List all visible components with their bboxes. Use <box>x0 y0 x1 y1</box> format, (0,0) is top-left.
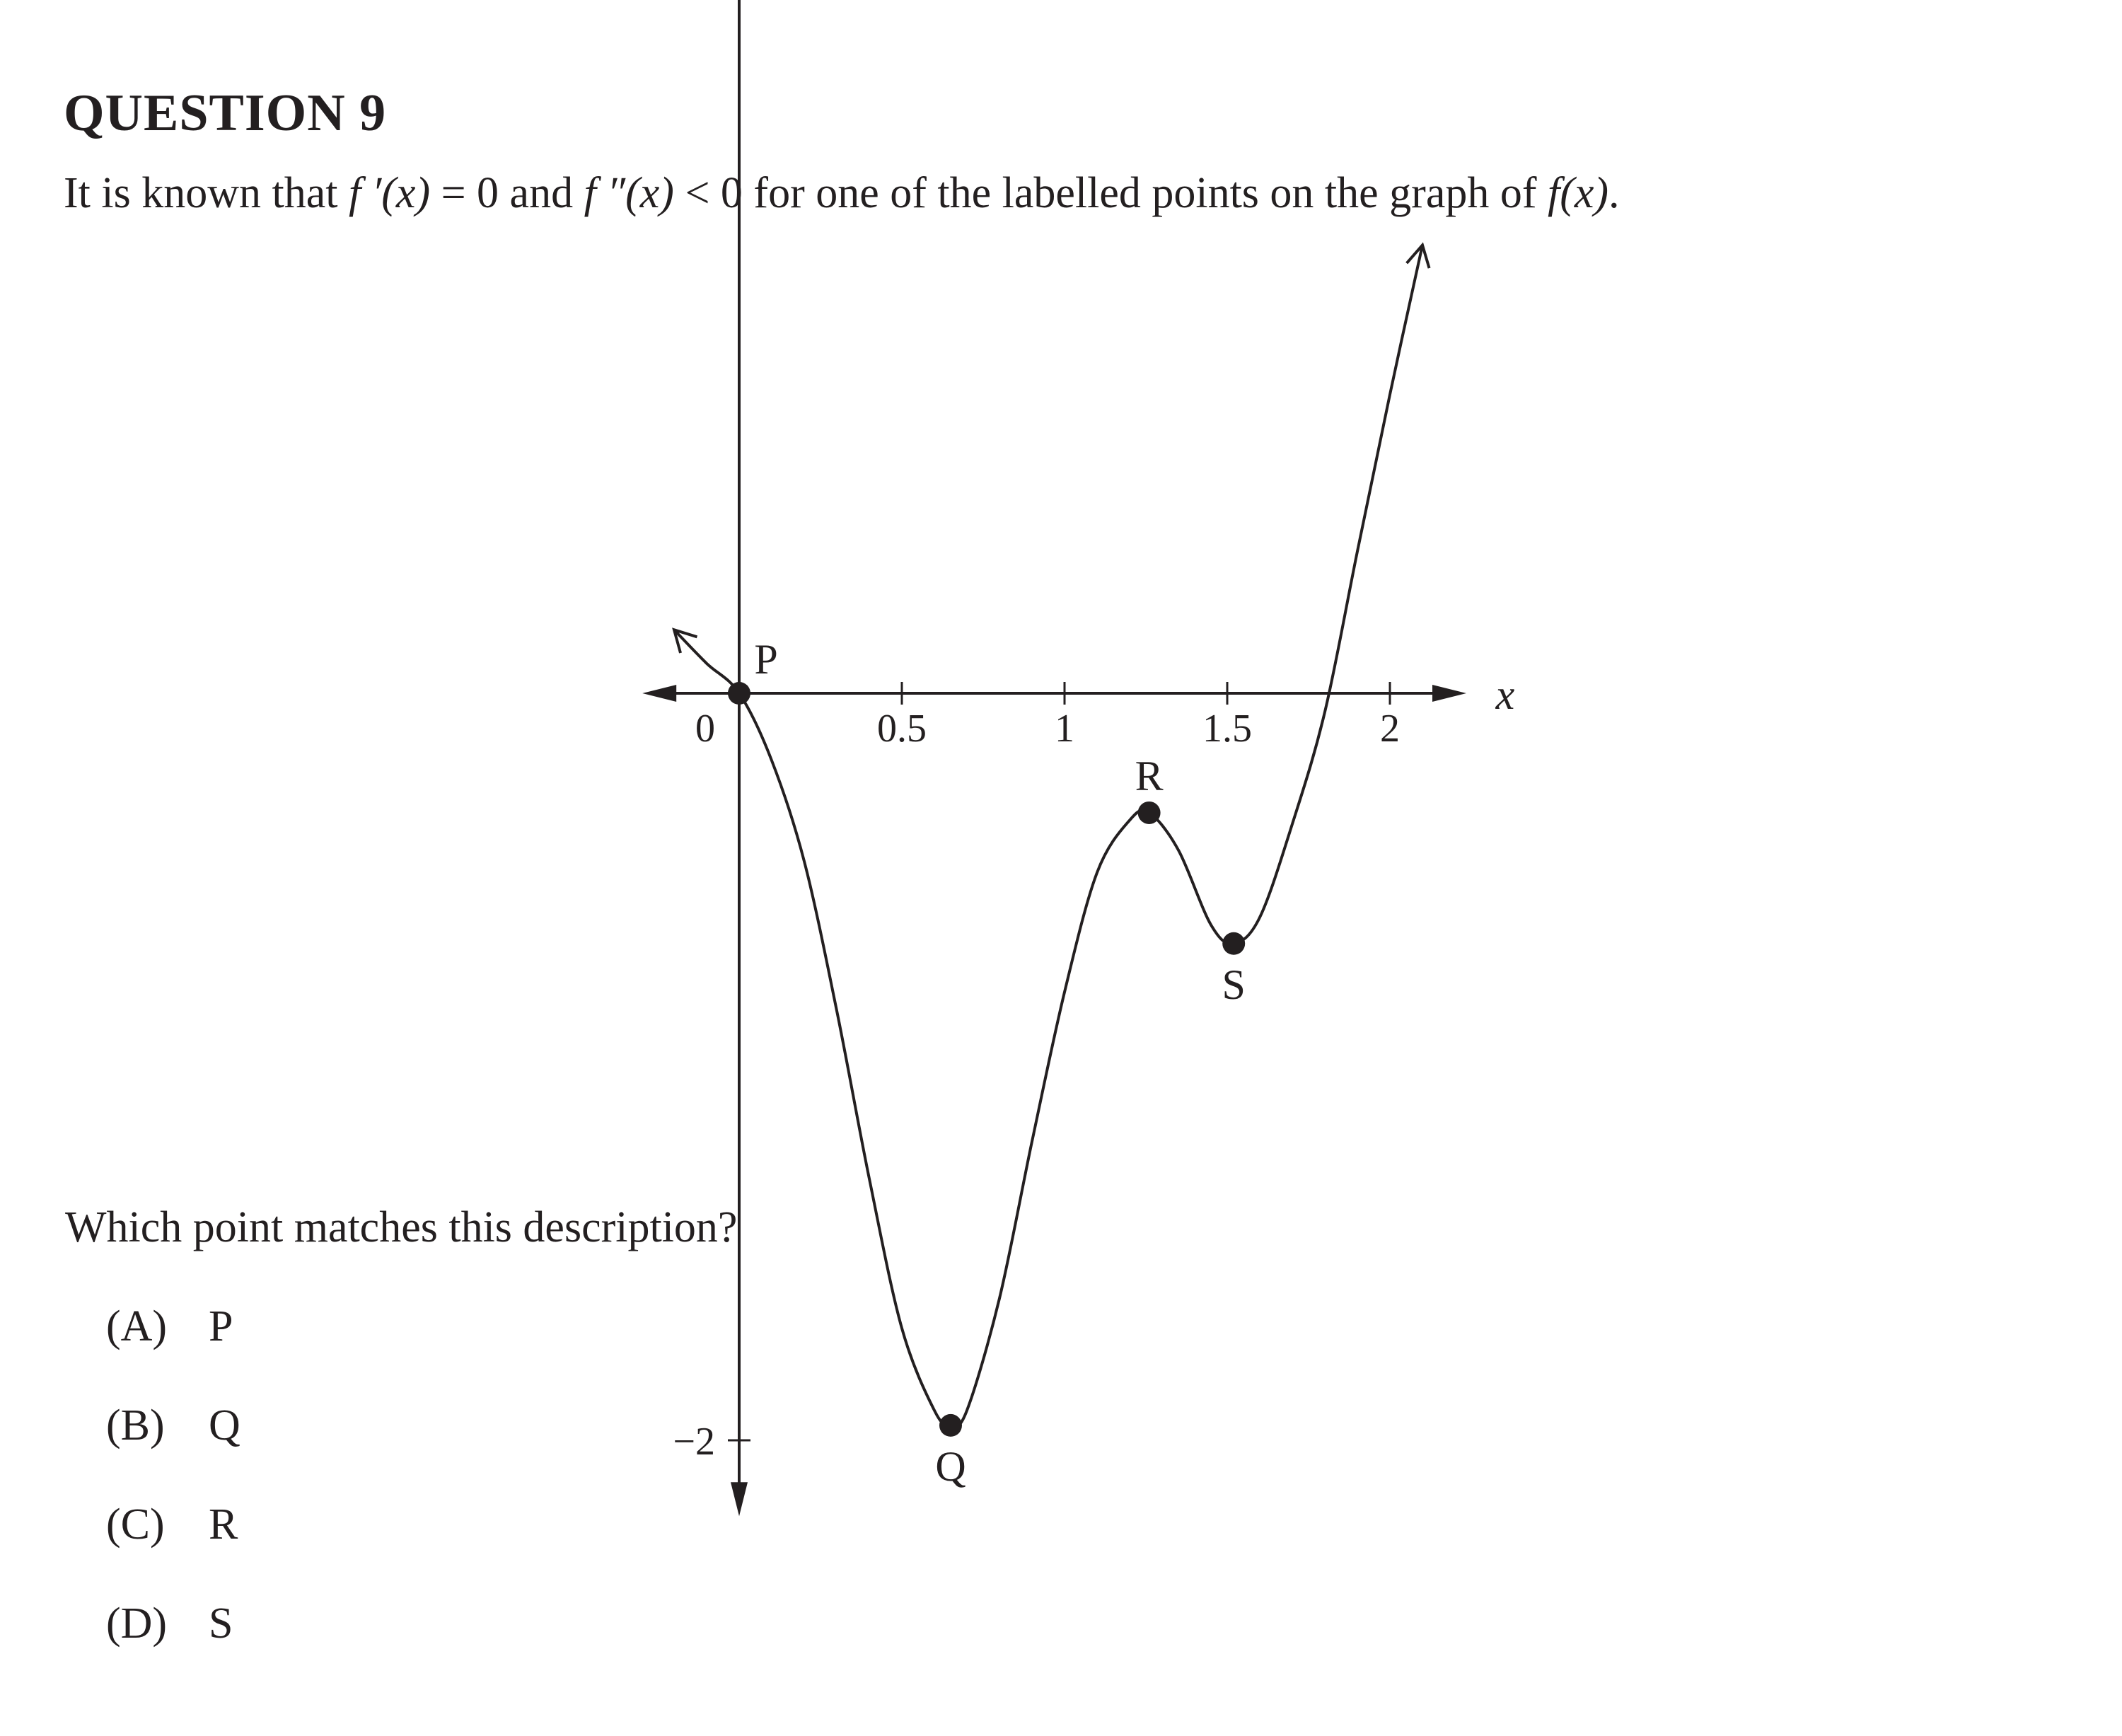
stem-function: f(x) <box>1548 169 1609 217</box>
stem-second-derivative: f ″(x) <box>584 169 674 217</box>
x-axis-left-arrowhead <box>642 685 676 702</box>
point-r-marker <box>1138 802 1161 824</box>
option-d[interactable] <box>106 1599 233 1649</box>
option-a-value: P <box>209 1302 233 1350</box>
x-tick-label: 1 <box>1055 707 1074 751</box>
y-axis-bottom-arrowhead <box>731 1482 748 1516</box>
option-a-label: (A) <box>106 1302 168 1350</box>
option-c-value: R <box>209 1500 238 1549</box>
point-p-marker <box>728 682 750 705</box>
point-s-marker <box>1222 932 1245 955</box>
option-d-value: S <box>209 1599 233 1648</box>
x-axis-right-arrowhead <box>1432 685 1466 702</box>
stem-text-2: = 0 and <box>430 169 584 217</box>
point-s-label: S <box>1222 961 1246 1008</box>
question-heading: QUESTION 9 <box>64 84 387 142</box>
option-b[interactable] <box>106 1401 240 1451</box>
point-p-label: P <box>754 636 778 683</box>
stem-text-1: It is known that <box>64 169 349 217</box>
point-q-marker <box>939 1414 962 1437</box>
x-axis-label: x <box>1495 671 1515 718</box>
x-tick-label: 2 <box>1380 707 1400 751</box>
option-b-value: Q <box>209 1401 240 1449</box>
stem-first-derivative: f ′(x) <box>348 169 431 217</box>
option-c-label: (C) <box>106 1500 165 1549</box>
option-a[interactable] <box>106 1302 233 1352</box>
point-r-label: R <box>1135 752 1164 799</box>
question-prompt: Which point matches this description? <box>65 1203 738 1251</box>
option-d-label: (D) <box>106 1599 168 1648</box>
option-b-label: (B) <box>106 1401 165 1449</box>
option-c[interactable] <box>106 1500 238 1550</box>
x-tick-label: 0.5 <box>877 707 927 751</box>
y-tick-label: −2 <box>673 1420 715 1464</box>
stem-text-3: < 0 for one of the labelled points on the graph of <box>673 169 1548 217</box>
x-tick-label: 1.5 <box>1202 707 1252 751</box>
function-curve <box>674 245 1422 1426</box>
point-q-label: Q <box>935 1442 966 1490</box>
stem-text-4: . <box>1608 169 1620 217</box>
origin-label: 0 <box>695 707 715 751</box>
